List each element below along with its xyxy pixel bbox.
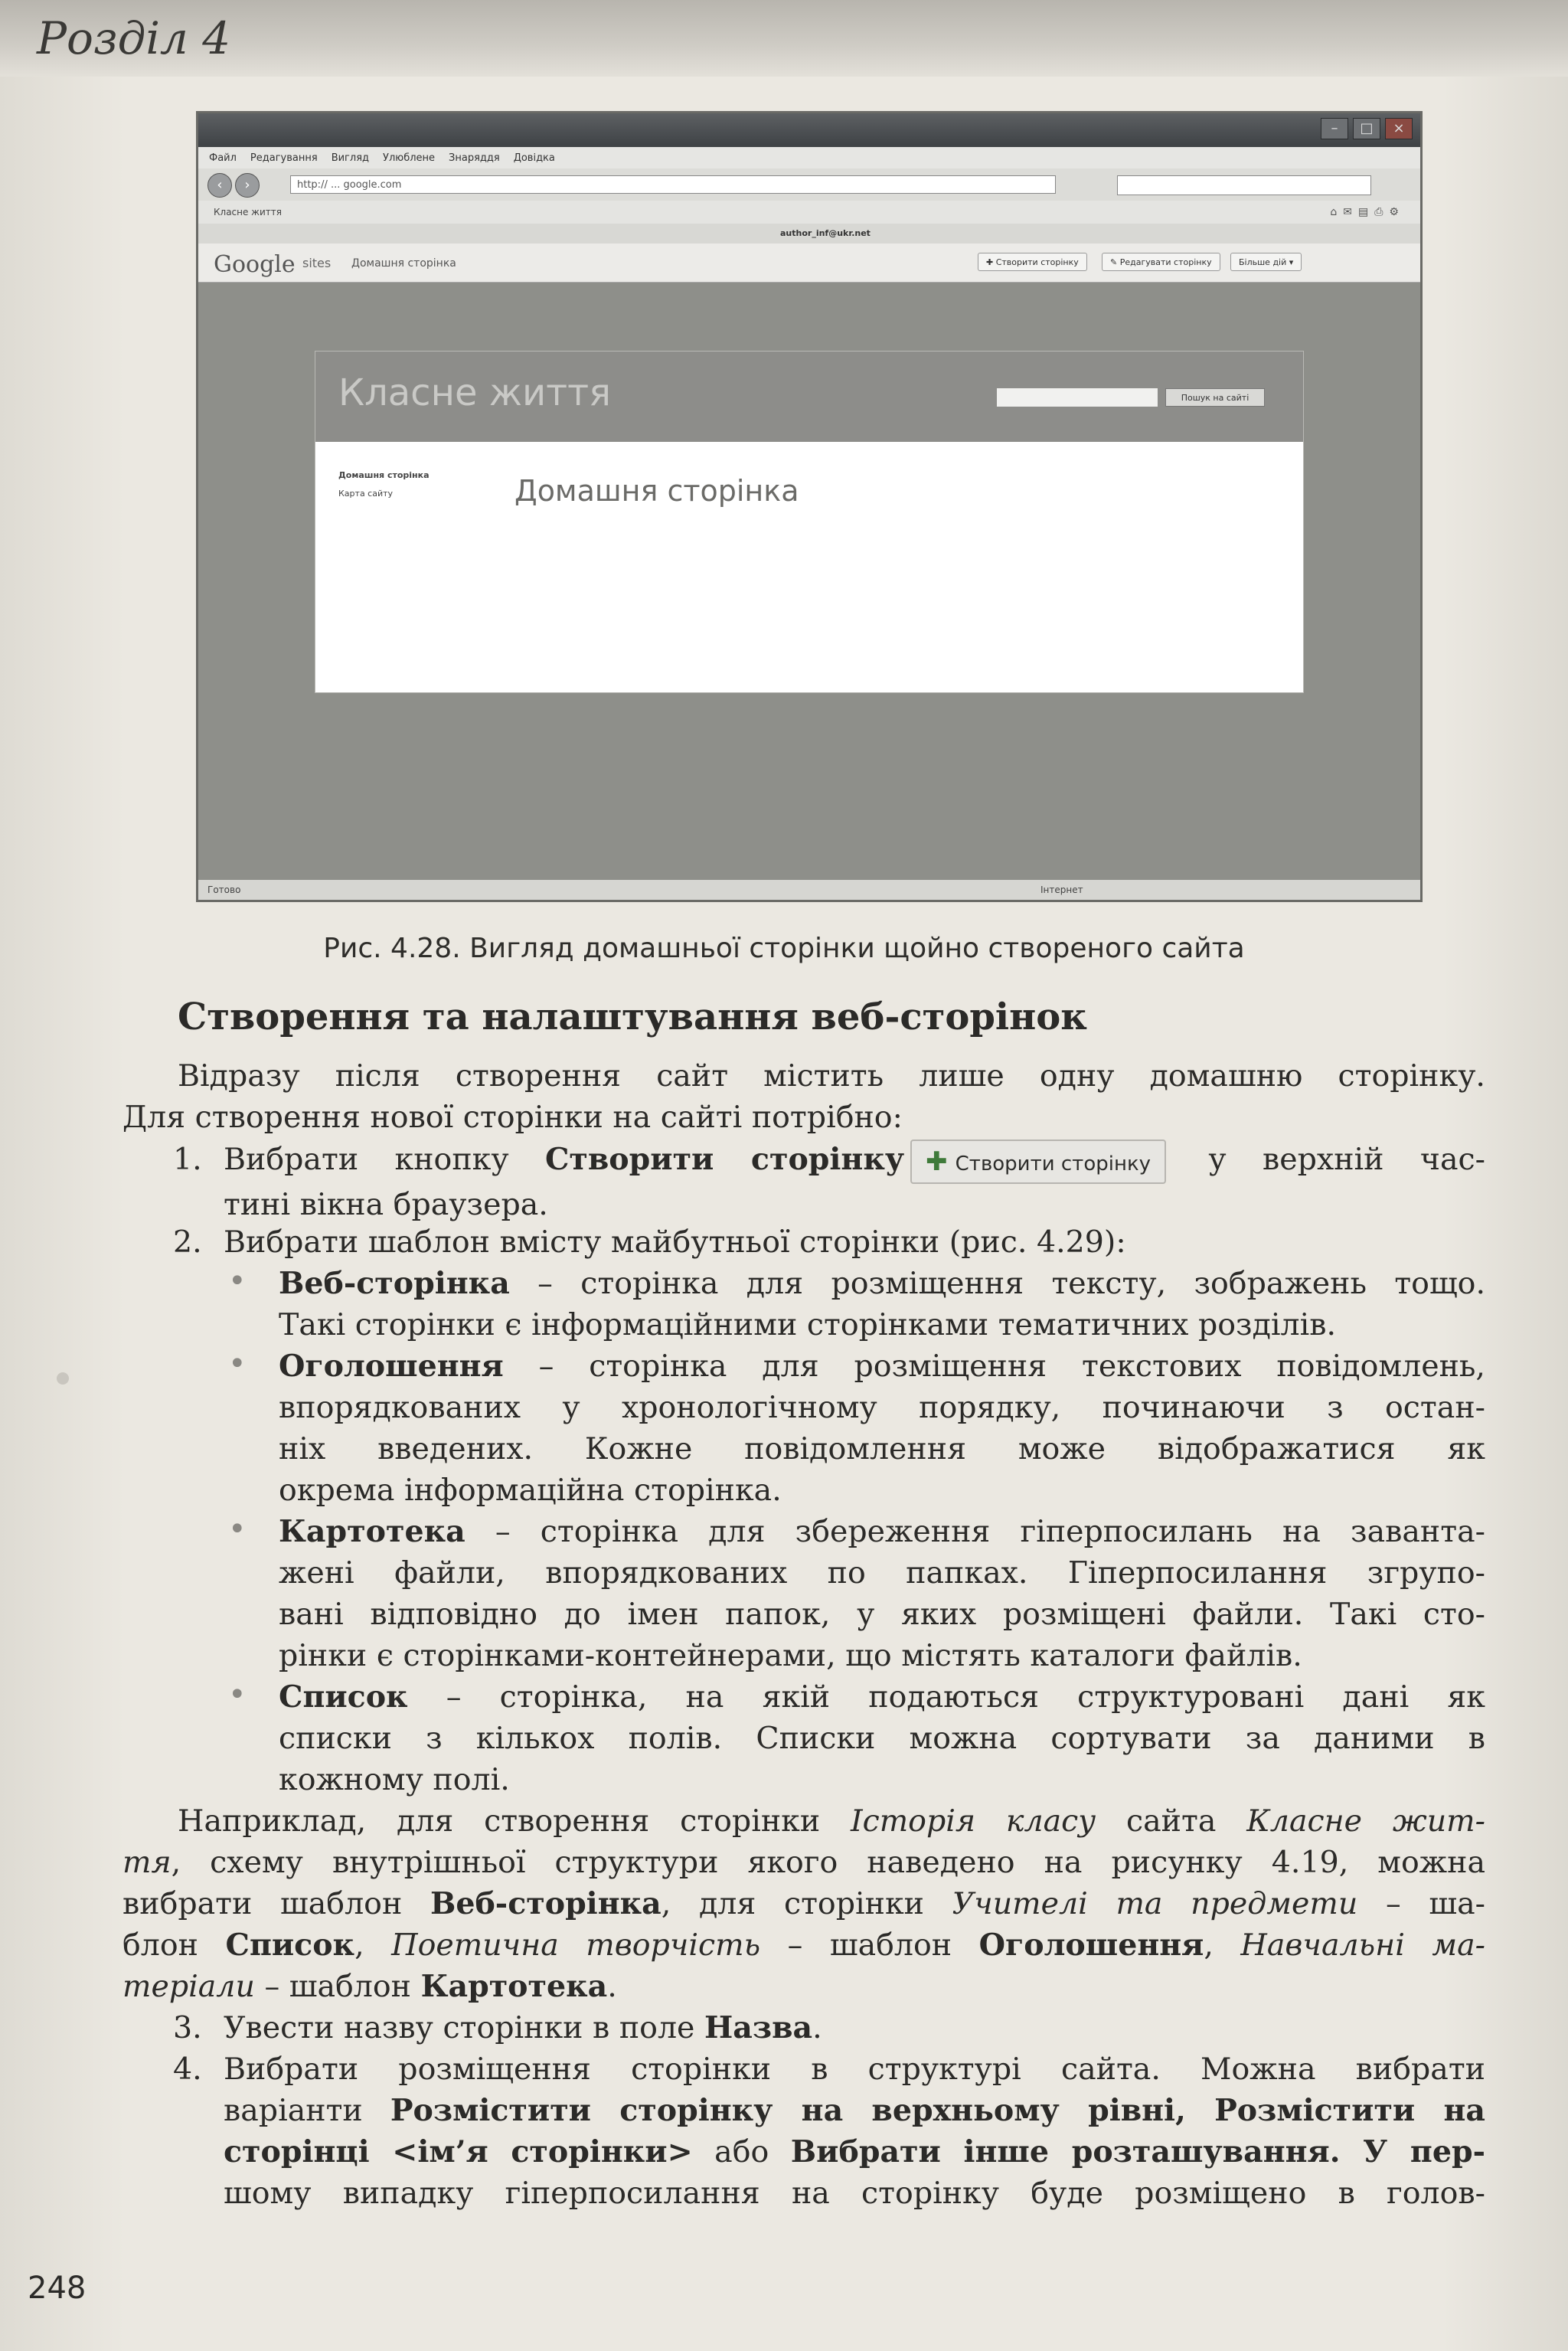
bold-term: Створити сторінку — [544, 1142, 905, 1177]
site-page-heading: Домашня сторінка — [514, 474, 799, 508]
bullet-icon: • — [228, 1264, 247, 1299]
browser-search-field — [1117, 175, 1371, 195]
step-4 — [224, 2049, 1485, 2214]
figure-caption: Рис. 4.28. Вигляд домашньої сторінки щойно створеного сайта — [323, 933, 1245, 964]
bold-term: Розмістити сторінку на верхньому рівні — [390, 2093, 1176, 2128]
text: . — [607, 1969, 617, 2004]
text: , схему внутрішньої структури якого наведено на рисунку 4.19, можна — [171, 1845, 1485, 1880]
step-number: 1. — [173, 1142, 202, 1177]
text: , для сторінки — [661, 1886, 952, 1921]
bold-term: Розмістити на — [1214, 2093, 1485, 2128]
back-icon: ‹ — [207, 173, 232, 198]
site-header — [315, 352, 1303, 442]
sites-label: sites — [302, 256, 332, 270]
text: – сторінка для розміщення текстових повідомлень, — [503, 1349, 1485, 1384]
step-number: 2. — [173, 1225, 202, 1260]
menu-item: Вигляд — [331, 152, 370, 164]
site-title: Класне життя — [338, 371, 611, 414]
step-2 — [224, 1221, 1485, 1263]
forward-icon: › — [235, 173, 260, 198]
italic-term: Навчальні ма- — [1240, 1928, 1485, 1963]
menu-item: Знаряддя — [449, 152, 500, 164]
site-search-button: Пошук на сайті — [1165, 388, 1265, 407]
breadcrumb: Домашня сторінка — [351, 257, 456, 270]
step-number: 3. — [173, 2010, 202, 2045]
text-line: Вибрати шаблон вмісту майбутньої сторінки (рис. 4.29): — [224, 1225, 1126, 1260]
menu-item: Редагування — [250, 152, 318, 164]
example-paragraph — [122, 1800, 1485, 2007]
page-number: 248 — [28, 2271, 87, 2306]
bullet-web-page — [279, 1263, 1485, 1346]
text-line: Такі сторінки є інформаційними сторінками тематичних розділів. — [279, 1307, 1337, 1342]
status-text: Готово — [207, 884, 241, 895]
site-search-input — [997, 388, 1158, 407]
bullet-icon: • — [228, 1512, 247, 1547]
text-line: жені файли, впорядкованих по папках. Гіперпосилання згрупо- — [279, 1555, 1485, 1591]
chapter-label: Розділ 4 — [37, 12, 231, 64]
text-line: вані відповідно до імен папок, у яких розміщені файли. Такі сто- — [279, 1597, 1485, 1632]
step-3 — [224, 2007, 1485, 2049]
text: , — [1204, 1928, 1241, 1963]
bold-term: сторінці <ім’я сторінки> — [224, 2134, 693, 2170]
intro-paragraph — [122, 1055, 1485, 1138]
site-nav-item: Карта сайту — [338, 489, 394, 499]
text-line: шому випадку гіперпосилання на сторінку буде розміщено в голов- — [224, 2176, 1485, 2211]
bold-term: Назва — [704, 2010, 813, 2045]
bullet-announcements — [279, 1346, 1485, 1511]
text: вибрати шаблон — [122, 1886, 430, 1921]
text: – сторінка для збереження гіперпосилань на заванта- — [465, 1514, 1485, 1549]
step-number: 4. — [173, 2052, 202, 2087]
text: сайта — [1096, 1803, 1247, 1839]
bold-term: . У пер- — [1329, 2134, 1485, 2170]
text-line: кожному полі. — [279, 1762, 510, 1797]
text-line: Вибрати розміщення сторінки в структурі сайта. Можна вибрати — [224, 2052, 1485, 2087]
text-line: списки з кількох полів. Списки можна сортувати за даними в — [279, 1721, 1485, 1756]
button-label: Створити сторінку — [955, 1153, 1152, 1176]
menu-item: Улюблене — [383, 152, 436, 164]
create-page-button-image — [910, 1140, 1166, 1184]
italic-term: Поетична творчість — [391, 1928, 761, 1963]
text: – сторінка, на якій подаються структуровані дані як — [407, 1679, 1485, 1715]
text-line: Для створення нової сторінки на сайті потрібно: — [122, 1100, 903, 1135]
menu-item: Довідка — [513, 152, 555, 164]
italic-term: Класне жит- — [1246, 1803, 1485, 1839]
text: блон — [122, 1928, 226, 1963]
plus-icon: ✚ — [926, 1146, 948, 1177]
toolbar-icons: ⌂✉▤⎙⚙ — [1330, 206, 1405, 218]
status-zone: Інтернет — [1040, 884, 1083, 895]
site-nav-item: Домашня сторінка — [338, 470, 430, 480]
bold-term: Вибрати інше розташування — [790, 2134, 1330, 2170]
bold-term: Картотека — [279, 1514, 466, 1549]
text: або — [692, 2134, 791, 2170]
text: у верхній час- — [1172, 1142, 1485, 1177]
text: – ша- — [1357, 1886, 1485, 1921]
browser-menubar — [198, 147, 1420, 168]
text: – сторінка для розміщення тексту, зображень тощо. — [509, 1266, 1485, 1301]
italic-term: Учителі та предмети — [952, 1886, 1358, 1921]
text-line: ніх введених. Кожне повідомлення може відображатися як — [279, 1431, 1485, 1467]
chapter-header — [0, 0, 1568, 77]
more-actions-button: Більше дій ▾ — [1230, 253, 1302, 271]
text-line: впорядкованих у хронологічному порядку, починаючи з остан- — [279, 1390, 1485, 1425]
site-navigation — [338, 466, 430, 503]
bold-term: Список — [279, 1679, 408, 1715]
text-line: окрема інформаційна сторінка. — [279, 1473, 782, 1508]
bold-term: Оголошення — [279, 1349, 504, 1384]
text: , — [354, 1928, 392, 1963]
bold-term: , — [1175, 2093, 1215, 2128]
bullet-file-cabinet — [279, 1511, 1485, 1676]
window-titlebar — [198, 113, 1420, 147]
italic-term: Історія класу — [851, 1803, 1096, 1839]
text-line: тині вікна браузера. — [224, 1187, 548, 1222]
bold-term: Список — [225, 1928, 355, 1963]
text: Увести назву сторінки в поле — [224, 2010, 704, 2045]
margin-mark — [57, 1372, 69, 1385]
browser-screenshot-figure — [196, 111, 1423, 902]
text: Наприклад, для створення сторінки — [178, 1803, 851, 1839]
step-1 — [224, 1139, 1485, 1225]
bold-term: Веб-сторінка — [279, 1266, 510, 1301]
text: Вибрати кнопку — [224, 1142, 545, 1177]
minimize-icon: – — [1321, 118, 1348, 139]
account-email: author_inf@ukr.net — [780, 228, 871, 238]
italic-term: тя — [122, 1845, 172, 1880]
bold-term: Веб-сторінка — [430, 1886, 662, 1921]
browser-statusbar — [198, 880, 1420, 900]
menu-item: Файл — [209, 152, 237, 164]
close-icon: × — [1385, 118, 1413, 139]
bold-term: Картотека — [420, 1969, 608, 2004]
favorites-tab: Класне життя — [214, 207, 282, 217]
google-account-bar — [198, 224, 1420, 244]
text: – шаблон — [254, 1969, 421, 2004]
site-page — [315, 351, 1304, 693]
text: варіанти — [224, 2093, 390, 2128]
create-page-button: ✚ Створити сторінку — [978, 253, 1087, 271]
section-heading: Створення та налаштування веб-сторінок — [178, 996, 1087, 1038]
bold-term: Оголошення — [978, 1928, 1204, 1963]
text: – шаблон — [760, 1928, 979, 1963]
edit-page-button: ✎ Редагувати сторінку — [1102, 253, 1220, 271]
text-line: рінки є сторінками-контейнерами, що містять каталоги файлів. — [279, 1638, 1302, 1673]
favorites-bar — [198, 201, 1420, 224]
text: . — [812, 2010, 822, 2045]
bullet-list — [279, 1676, 1485, 1800]
maximize-icon: □ — [1353, 118, 1380, 139]
address-bar — [198, 168, 1420, 201]
url-field: http:// ... google.com — [290, 175, 1056, 194]
bullet-icon: • — [228, 1346, 247, 1381]
bullet-icon: • — [228, 1677, 247, 1712]
italic-term: теріали — [122, 1969, 255, 2004]
google-sites-bar — [198, 244, 1420, 283]
text-line: Відразу після створення сайт містить лише одну домашню сторінку. — [178, 1058, 1485, 1094]
google-logo: Google — [214, 251, 296, 278]
